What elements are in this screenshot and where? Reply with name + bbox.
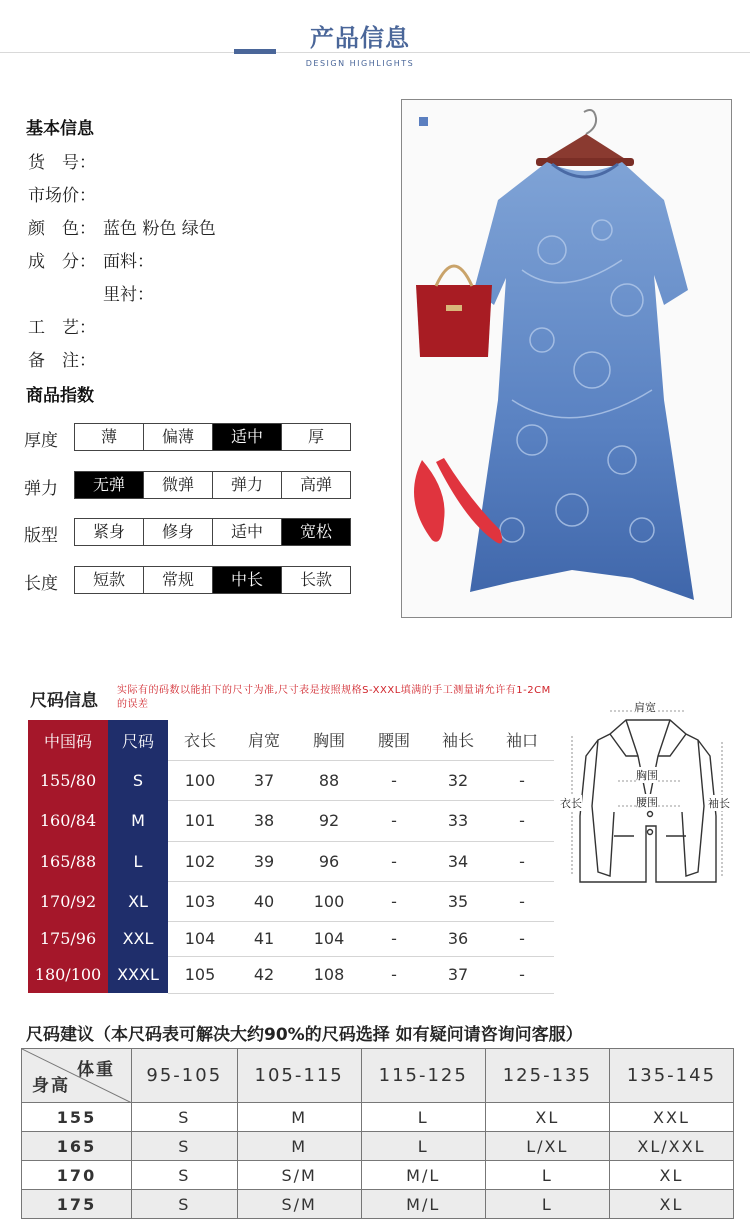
suggestion-size-cell: L — [485, 1190, 609, 1219]
size-suggestion-title: 尺码建议（本尺码表可解决大约90%的尺码选择 如有疑问请咨询问客服） — [26, 1025, 583, 1045]
size-cell: M — [108, 800, 168, 841]
suggestion-weight-header: 125-135 — [485, 1049, 609, 1103]
diagram-label-chest: 胸围 — [636, 769, 658, 782]
size-row — [28, 800, 554, 841]
size-cell: XXL — [108, 921, 168, 956]
suggestion-row — [22, 1132, 734, 1161]
size-cell: 34 — [426, 841, 490, 881]
size-note: 实际有的码数以能拍下的尺寸为准,尺寸表是按照规格S-XXXL填满的手工测量请允许有1-2CM的误差 — [117, 685, 551, 710]
index-options — [74, 471, 351, 499]
suggestion-weight-header: 105-115 — [237, 1049, 361, 1103]
index-option: 适中 — [213, 519, 282, 545]
basic-info-label: 备 注： — [28, 351, 96, 371]
size-cell: XL — [108, 881, 168, 921]
suggestion-height-cell: 155 — [22, 1103, 132, 1132]
basic-info-row — [28, 148, 103, 173]
suggestion-size-cell: XL/XXL — [609, 1132, 733, 1161]
suggestion-weight-header: 95-105 — [132, 1049, 238, 1103]
suggestion-size-cell: XL — [609, 1190, 733, 1219]
size-cell: 42 — [232, 956, 296, 993]
page-title: 产品信息 — [310, 23, 410, 52]
size-cell: 39 — [232, 841, 296, 881]
size-cell: 96 — [296, 841, 362, 881]
size-cell: 102 — [168, 841, 232, 881]
size-cell: 104 — [296, 921, 362, 956]
index-title: 商品指数 — [26, 386, 94, 406]
size-cell: - — [490, 800, 554, 841]
size-row — [28, 841, 554, 881]
suggestion-weight-header: 135-145 — [609, 1049, 733, 1103]
index-option: 厚 — [307, 427, 324, 446]
suggestion-height-cell: 170 — [22, 1161, 132, 1190]
size-header-cell: 腰围 — [362, 720, 426, 760]
suggestion-corner-cell — [22, 1049, 132, 1103]
basic-info-value: 蓝色 粉色 绿色 — [103, 219, 216, 239]
basic-info-row — [103, 280, 154, 305]
index-option: 高弹 — [299, 475, 332, 494]
suggestion-size-cell: M/L — [361, 1190, 485, 1219]
suggestion-weight-header: 115-125 — [361, 1049, 485, 1103]
size-cell: - — [362, 921, 426, 956]
product-photo — [401, 99, 732, 618]
diagram-label-shoulder: 肩宽 — [634, 701, 656, 714]
size-cell: 108 — [296, 956, 362, 993]
size-cell: 104 — [168, 921, 232, 956]
basic-info-label: 工 艺： — [28, 318, 96, 338]
corner-height-label: 身高 — [32, 1076, 70, 1096]
size-cell: 33 — [426, 800, 490, 841]
size-header-cell: 中国码 — [28, 720, 108, 760]
size-cell: 35 — [426, 881, 490, 921]
size-cell: - — [362, 800, 426, 841]
index-option: 弹力 — [213, 472, 282, 498]
size-cell: 41 — [232, 921, 296, 956]
corner-weight-label: 体重 — [77, 1060, 115, 1080]
suggestion-row — [22, 1161, 734, 1190]
basic-info-row — [28, 214, 216, 239]
suggestion-height-cell: 175 — [22, 1190, 132, 1219]
size-cell: L — [108, 841, 168, 881]
size-header-cell: 袖口 — [490, 720, 554, 760]
suggestion-size-cell: L/XL — [485, 1132, 609, 1161]
size-cell: 180/100 — [28, 956, 108, 993]
size-info-title: 尺码信息 — [30, 691, 98, 711]
size-cell: 32 — [426, 760, 490, 800]
photo-corner-mark — [419, 117, 428, 126]
size-row — [28, 956, 554, 993]
basic-info-label: 成 分： — [28, 252, 96, 272]
index-label: 版型 — [24, 526, 58, 546]
size-cell: XXXL — [108, 956, 168, 993]
size-row — [28, 881, 554, 921]
diagram-label-waist: 腰围 — [636, 796, 658, 809]
basic-info-label: 颜 色： — [28, 219, 96, 239]
suggestion-size-cell: L — [361, 1132, 485, 1161]
index-label: 弹力 — [24, 479, 58, 499]
basic-info-label: 市场价： — [28, 186, 96, 206]
size-cell: 100 — [296, 881, 362, 921]
size-cell: 37 — [232, 760, 296, 800]
suggestion-size-cell: S — [132, 1190, 238, 1219]
suggestion-size-cell: L — [361, 1103, 485, 1132]
size-cell: 100 — [168, 760, 232, 800]
size-cell: - — [490, 956, 554, 993]
size-cell: - — [362, 760, 426, 800]
size-cell: 160/84 — [28, 800, 108, 841]
basic-info-row — [28, 247, 154, 272]
index-option: 长款 — [299, 570, 332, 589]
suggestion-size-cell: S/M — [237, 1161, 361, 1190]
index-option: 修身 — [144, 519, 213, 545]
size-cell: - — [490, 841, 554, 881]
size-cell: 175/96 — [28, 921, 108, 956]
suggestion-size-cell: XL — [609, 1161, 733, 1190]
suggestion-size-cell: L — [485, 1161, 609, 1190]
basic-info-value: 面料： — [103, 252, 154, 272]
page-subtitle: DESIGN HIGHLIGHTS — [305, 59, 415, 68]
index-option-selected: 适中 — [213, 424, 282, 450]
suggestion-size-cell: M — [237, 1132, 361, 1161]
suggestion-row — [22, 1190, 734, 1219]
suggestion-size-cell: M/L — [361, 1161, 485, 1190]
basic-info-title: 基本信息 — [26, 119, 94, 139]
size-cell: - — [362, 956, 426, 993]
size-cell: 36 — [426, 921, 490, 956]
index-options — [74, 566, 351, 594]
size-cell: 40 — [232, 881, 296, 921]
size-header-cell: 肩宽 — [232, 720, 296, 760]
index-option-selected: 中长 — [213, 567, 282, 593]
size-cell: 103 — [168, 881, 232, 921]
size-row — [28, 760, 554, 800]
index-option-selected: 无弹 — [75, 472, 144, 498]
size-cell: - — [362, 841, 426, 881]
size-cell: 101 — [168, 800, 232, 841]
index-option-selected: 宽松 — [282, 519, 350, 545]
suggestion-size-cell: S — [132, 1103, 238, 1132]
index-label: 长度 — [24, 574, 58, 594]
basic-info-row — [28, 313, 103, 338]
size-suggestion-table — [21, 1048, 734, 1219]
basic-info-label: 货 号： — [28, 153, 96, 173]
suggestion-size-cell: S/M — [237, 1190, 361, 1219]
size-cell: 165/88 — [28, 841, 108, 881]
size-cell: - — [490, 881, 554, 921]
size-cell: S — [108, 760, 168, 800]
suggestion-header-row — [22, 1049, 734, 1103]
diagram-label-sleeve: 袖长 — [708, 797, 730, 810]
index-option: 短款 — [75, 567, 144, 593]
basic-info-row — [28, 346, 103, 371]
size-header-cell: 胸围 — [296, 720, 362, 760]
suggestion-size-cell: XXL — [609, 1103, 733, 1132]
index-option: 常规 — [144, 567, 213, 593]
size-cell: 38 — [232, 800, 296, 841]
basic-info-value: 里衬： — [103, 285, 154, 305]
suggestion-size-cell: S — [132, 1161, 238, 1190]
size-row — [28, 921, 554, 956]
index-option: 偏薄 — [144, 424, 213, 450]
index-option: 微弹 — [144, 472, 213, 498]
size-header-cell: 袖长 — [426, 720, 490, 760]
basic-info-row — [28, 181, 103, 206]
size-cell: 92 — [296, 800, 362, 841]
size-header-cell: 尺码 — [108, 720, 168, 760]
size-table — [28, 720, 554, 994]
size-header-cell: 衣长 — [168, 720, 232, 760]
size-cell: - — [362, 881, 426, 921]
suggestion-size-cell: M — [237, 1103, 361, 1132]
index-option: 薄 — [75, 424, 144, 450]
dress-illustration — [402, 100, 732, 618]
size-cell: - — [490, 921, 554, 956]
header-accent-bar — [234, 49, 276, 54]
index-label: 厚度 — [24, 431, 58, 451]
suggestion-height-cell: 165 — [22, 1132, 132, 1161]
size-cell: 105 — [168, 956, 232, 993]
index-option: 紧身 — [75, 519, 144, 545]
suggestion-size-cell: XL — [485, 1103, 609, 1132]
size-cell: 37 — [426, 956, 490, 993]
index-options — [74, 518, 351, 546]
diagram-label-length: 衣长 — [560, 797, 582, 810]
measurement-diagram — [558, 696, 738, 892]
index-options — [74, 423, 351, 451]
size-cell: - — [490, 760, 554, 800]
size-cell: 155/80 — [28, 760, 108, 800]
suggestion-row — [22, 1103, 734, 1132]
size-header-row — [28, 720, 554, 760]
size-cell: 88 — [296, 760, 362, 800]
suggestion-size-cell: S — [132, 1132, 238, 1161]
size-cell: 170/92 — [28, 881, 108, 921]
